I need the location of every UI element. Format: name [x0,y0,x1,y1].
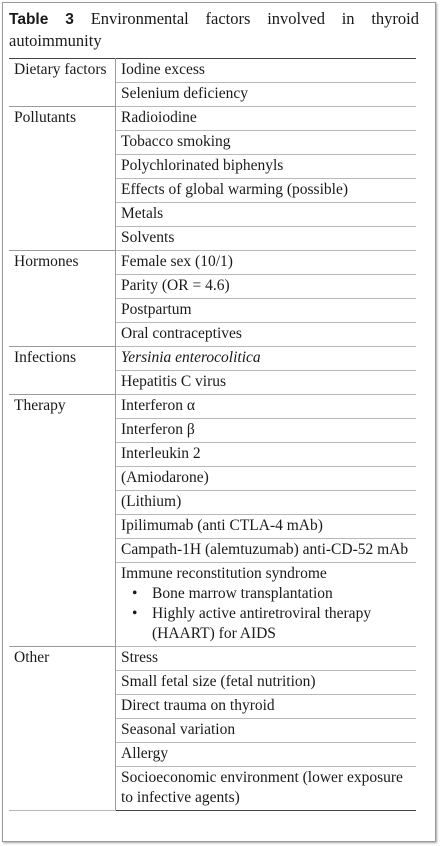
category-cell: Therapy [9,395,116,647]
factor-cell: Effects of global warming (possible) [116,179,417,203]
environmental-factors-table [9,58,416,811]
factor-cell: Polychlorinated biphenyls [116,155,417,179]
category-cell: Infections [9,347,116,395]
factor-cell: (Amiodarone) [116,467,417,491]
factor-cell: Iodine excess [116,59,417,83]
bullet-text: Highly active antiretroviral therapy (HAART) for AIDS [152,605,372,642]
category-cell: Other [9,647,116,811]
factor-text: Immune reconstitution syndrome [121,565,327,582]
factor-cell: Female sex (10/1) [116,251,417,275]
category-cell: Dietary factors [9,59,116,107]
factor-cell: Metals [116,203,417,227]
factor-cell: Postpartum [116,299,417,323]
factor-cell: Radioiodine [116,107,417,131]
table-row [9,59,416,83]
table-row [9,251,416,275]
table-row [9,107,416,131]
factor-cell: Ipilimumab (anti CTLA-4 mAb) [116,515,417,539]
table-row [9,347,416,371]
factor-cell: Hepatitis C virus [116,371,417,395]
factor-cell: Interferon α [116,395,417,419]
factor-cell: Seasonal variation [116,719,417,743]
factor-cell: Yersinia enterocolitica [116,347,417,371]
factor-cell: Interferon β [116,419,417,443]
factor-cell: Interleukin 2 [116,443,417,467]
bullet-text: Bone marrow transplantation [152,585,333,602]
factor-cell: Parity (OR = 4.6) [116,275,417,299]
factor-cell [116,563,417,647]
factor-cell: (Lithium) [116,491,417,515]
factor-cell: Campath-1H (alemtuzumab) anti-CD-52 mAb [116,539,417,563]
factor-cell: Small fetal size (fetal nutrition) [116,671,417,695]
bullet-item [121,584,411,604]
table-row [9,647,416,671]
factor-cell: Selenium deficiency [116,83,417,107]
bullet-icon: • [132,585,138,602]
factor-cell: Tobacco smoking [116,131,417,155]
bullet-icon: • [132,605,138,622]
bullet-item [121,604,411,644]
factor-cell: Oral contraceptives [116,323,417,347]
factor-cell: Stress [116,647,417,671]
table-row [9,395,416,419]
factor-cell: Allergy [116,743,417,767]
factor-cell: Direct trauma on thyroid [116,695,417,719]
table-title: Environmental factors involved in thyroid autoimmunity [9,9,419,50]
table-caption [9,8,419,51]
category-cell: Pollutants [9,107,116,251]
factor-cell: Socioeconomic environment (lower exposure to infective agents) [116,767,417,811]
factor-cell: Solvents [116,227,417,251]
category-cell: Hormones [9,251,116,347]
table-number: Table 3 [9,11,74,28]
